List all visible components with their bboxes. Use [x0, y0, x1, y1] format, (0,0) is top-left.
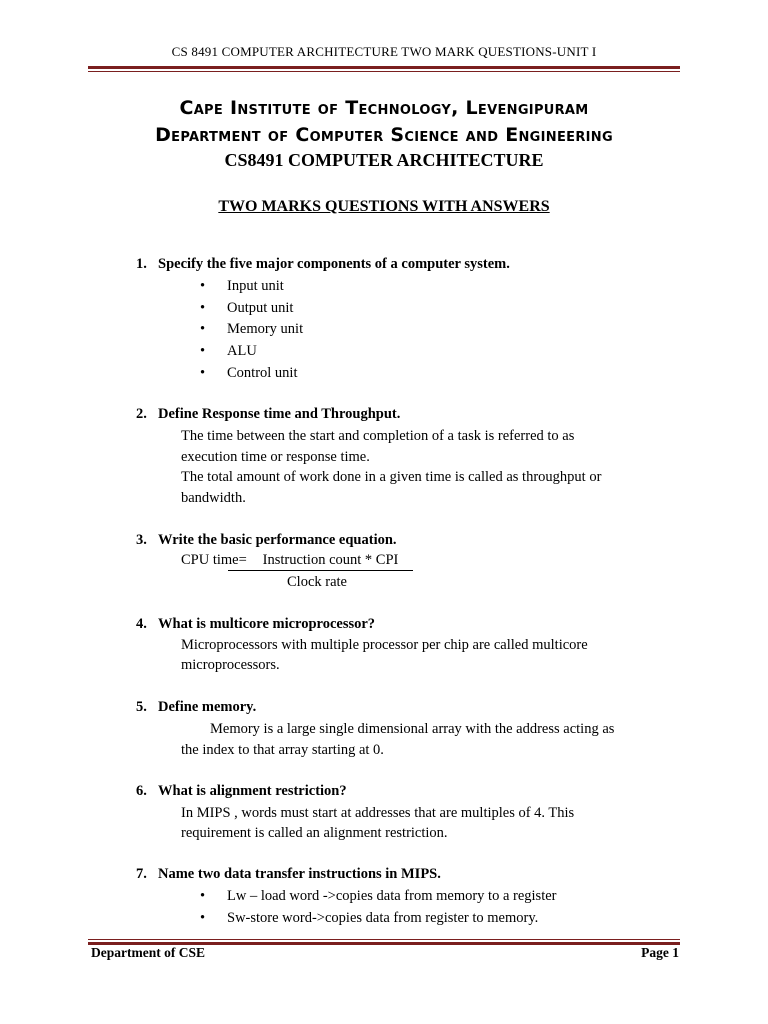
question-2 [136, 406, 400, 423]
question-text: Define memory. [158, 699, 257, 715]
footer-department: Department of CSE [91, 945, 205, 960]
bullet-icon: • [200, 321, 206, 337]
bullet-icon: • [200, 300, 206, 316]
footer-rule-thin [88, 939, 680, 940]
equation-numerator: Instruction count * CPI [248, 552, 413, 571]
fraction-bar-extension [228, 570, 248, 571]
question-number: 2. [136, 406, 147, 422]
question-5 [136, 699, 256, 716]
question-number: 1. [136, 256, 147, 272]
answer-line: The time between the start and completion of a task is referred to as [181, 428, 575, 444]
question-text: Define Response time and Throughput. [158, 406, 401, 422]
bullet-icon: • [200, 888, 206, 904]
question-3 [136, 532, 397, 549]
question-7 [136, 866, 441, 883]
question-number: 4. [136, 616, 147, 632]
question-text: Name two data transfer instructions in MIPS. [158, 866, 441, 882]
answer-line: requirement is called an alignment restriction. [181, 825, 448, 841]
department-name: Department of Computer Science and Engineering [155, 124, 613, 146]
institution-name: Cape Institute of Technology, Levengipuram [179, 97, 589, 119]
question-number: 7. [136, 866, 147, 882]
header-rule-thick [88, 66, 680, 69]
question-text: What is multicore microprocessor? [158, 616, 376, 632]
question-text: Write the basic performance equation. [158, 532, 397, 548]
bullet-icon: • [200, 910, 206, 926]
equation-lhs: CPU time= [181, 552, 247, 568]
answer-line: The total amount of work done in a given time is called as throughput or [181, 469, 602, 485]
question-number: 6. [136, 783, 147, 799]
answer-line: the index to that array starting at 0. [181, 742, 384, 758]
header-rule-thin [88, 71, 680, 72]
question-1 [136, 256, 510, 273]
question-text: What is alignment restriction? [158, 783, 347, 799]
answer-line: execution time or response time. [181, 449, 370, 465]
question-number: 5. [136, 699, 147, 715]
equation-denominator: Clock rate [287, 574, 347, 590]
question-text: Specify the five major components of a computer system. [158, 256, 510, 272]
bullet-icon: • [200, 343, 206, 359]
question-number: 3. [136, 532, 147, 548]
answer-line: Memory is a large single dimensional array with the address acting as [210, 721, 615, 737]
answer-line: In MIPS , words must start at addresses that are multiples of 4. This [181, 805, 575, 821]
bullet-icon: • [200, 365, 206, 381]
course-title: CS8491 COMPUTER ARCHITECTURE [224, 150, 544, 170]
running-header: CS 8491 COMPUTER ARCHITECTURE TWO MARK QUESTIONS-UNIT I [171, 44, 597, 59]
question-4 [136, 616, 375, 633]
bullet-icon: • [200, 278, 206, 294]
question-6 [136, 783, 347, 800]
answer-line: Microprocessors with multiple processor per chip are called multicore [181, 637, 588, 653]
page-number: Page 1 [641, 945, 679, 960]
answer-line: microprocessors. [181, 657, 280, 673]
answer-line: bandwidth. [181, 490, 246, 506]
document-title: TWO MARKS QUESTIONS WITH ANSWERS [218, 198, 550, 215]
